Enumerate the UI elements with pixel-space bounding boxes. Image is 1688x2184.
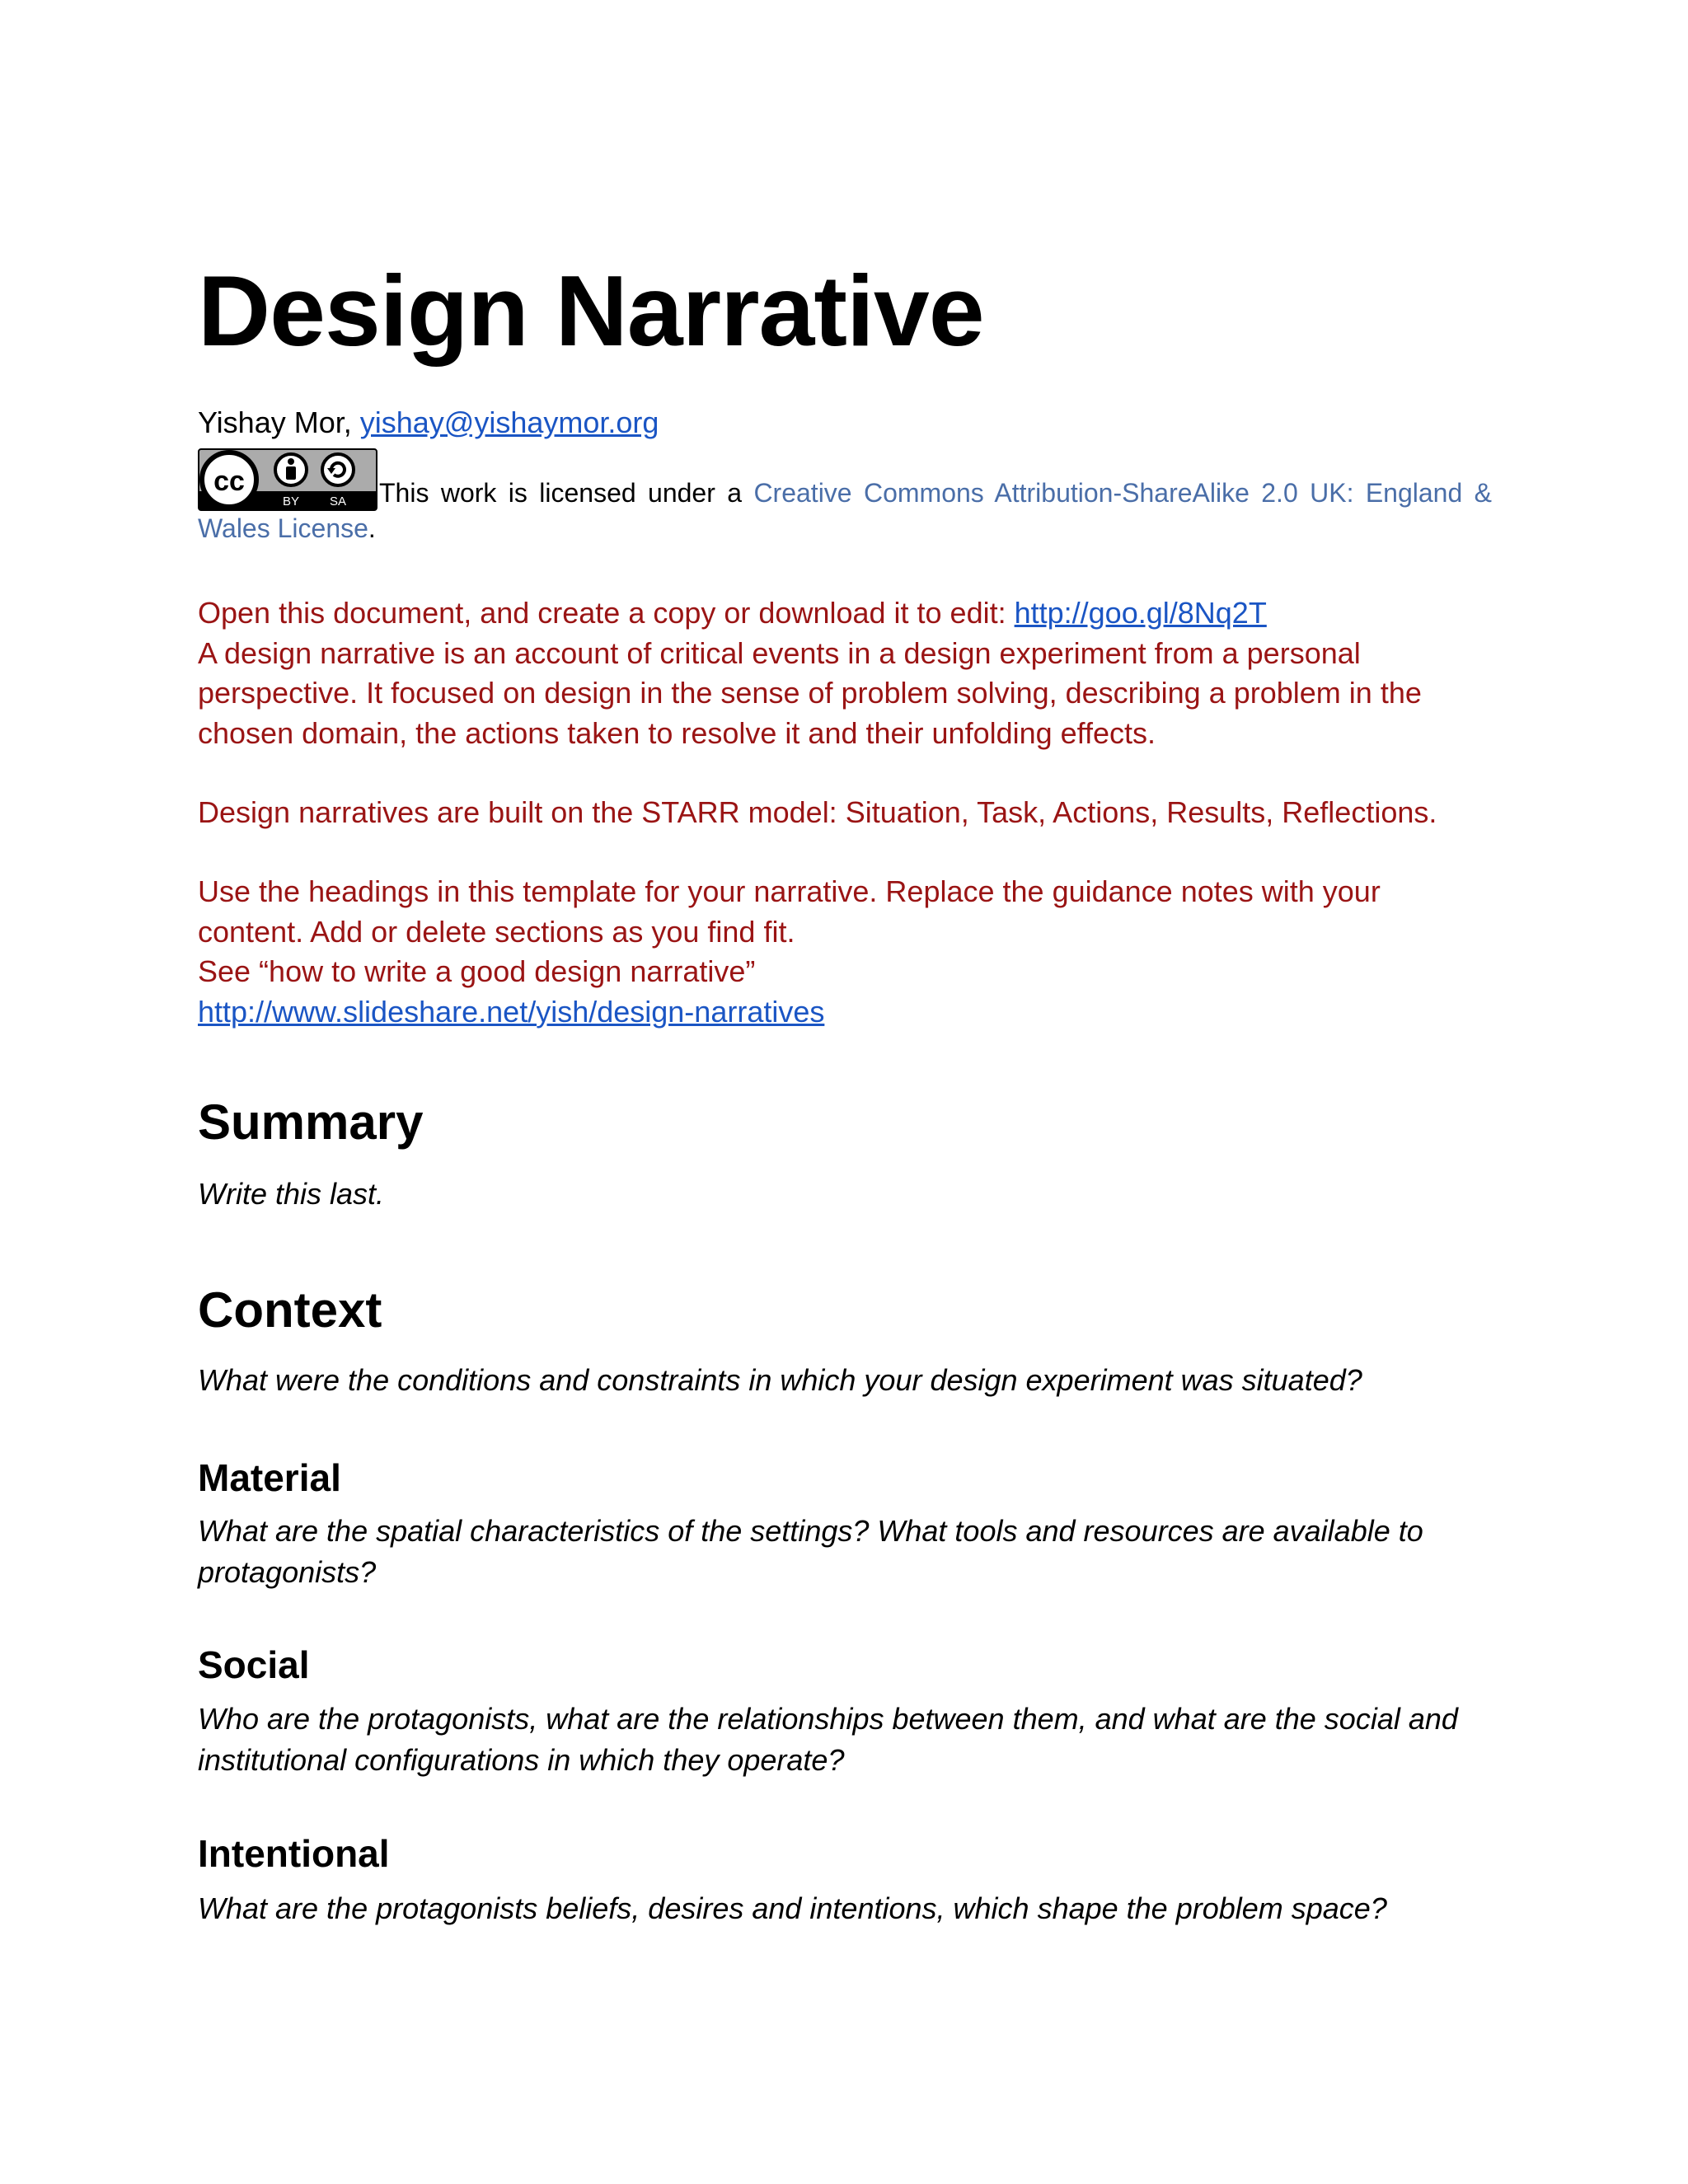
material-heading: Material (198, 1456, 341, 1499)
cc-badge-by-text: BY (282, 494, 300, 509)
license-link[interactable]: Creative Commons Attribution-ShareAlike 2.0 UK: England & Wales License (198, 478, 1493, 543)
guidance-see-text: See “how to write a good design narrative” (198, 954, 756, 988)
intentional-note: What are the protagonists beliefs, desires and intentions, which shape the problem space? (198, 1891, 1387, 1925)
person-icon (288, 458, 294, 465)
document-title: Design Narrative (198, 255, 984, 367)
material-note: What are the spatial characteristics of the settings? What tools and resources are available to protagonists? (198, 1514, 1423, 1589)
context-note: What were the conditions and constraints in which your design experiment was situated? (198, 1363, 1362, 1397)
author-line (198, 404, 659, 442)
cc-by-sa-license-badge[interactable] (198, 448, 377, 511)
author-name: Yishay Mor, (198, 405, 352, 439)
guidance-open-text: Open this document, and create a copy or download it to edit: (198, 596, 1015, 630)
cc-badge-graphic (198, 448, 377, 511)
guidance-headings (198, 872, 1492, 1032)
intentional-heading: Intentional (198, 1832, 390, 1875)
summary-note: Write this last. (198, 1177, 385, 1211)
guidance-headings-text: Use the headings in this template for your narrative. Replace the guidance notes with your content. Add or delete sections as you find fit. (198, 874, 1381, 949)
license-suffix: . (368, 513, 376, 543)
social-note: Who are the protagonists, what are the relationships between them, and what are the social and institutional configurations in which they operate? (198, 1702, 1458, 1777)
context-heading: Context (198, 1282, 382, 1338)
copy-document-link[interactable]: http://goo.gl/8Nq2T (1014, 596, 1267, 630)
author-email-link[interactable]: yishay@yishaymor.org (359, 405, 659, 439)
license-block (198, 448, 1492, 546)
slideshare-link[interactable]: http://www.slideshare.net/yish/design-narratives (198, 994, 825, 1029)
cc-badge-top-text: cc (213, 466, 245, 497)
guidance-open (198, 593, 1492, 753)
guidance-starr: Design narratives are built on the STARR model: Situation, Task, Actions, Results, Reflections. (198, 795, 1437, 829)
social-heading: Social (198, 1643, 310, 1686)
guidance-definition: A design narrative is an account of critical events in a design experiment from a personal perspective. It focused on design in the sense of problem solving, describing a problem in the chosen domain, the actions taken to resolve it and their unfolding effects. (198, 635, 1422, 750)
license-prefix: This work is licensed under a (379, 478, 754, 508)
cc-badge-sa-text: SA (329, 494, 347, 509)
summary-heading: Summary (198, 1094, 424, 1150)
